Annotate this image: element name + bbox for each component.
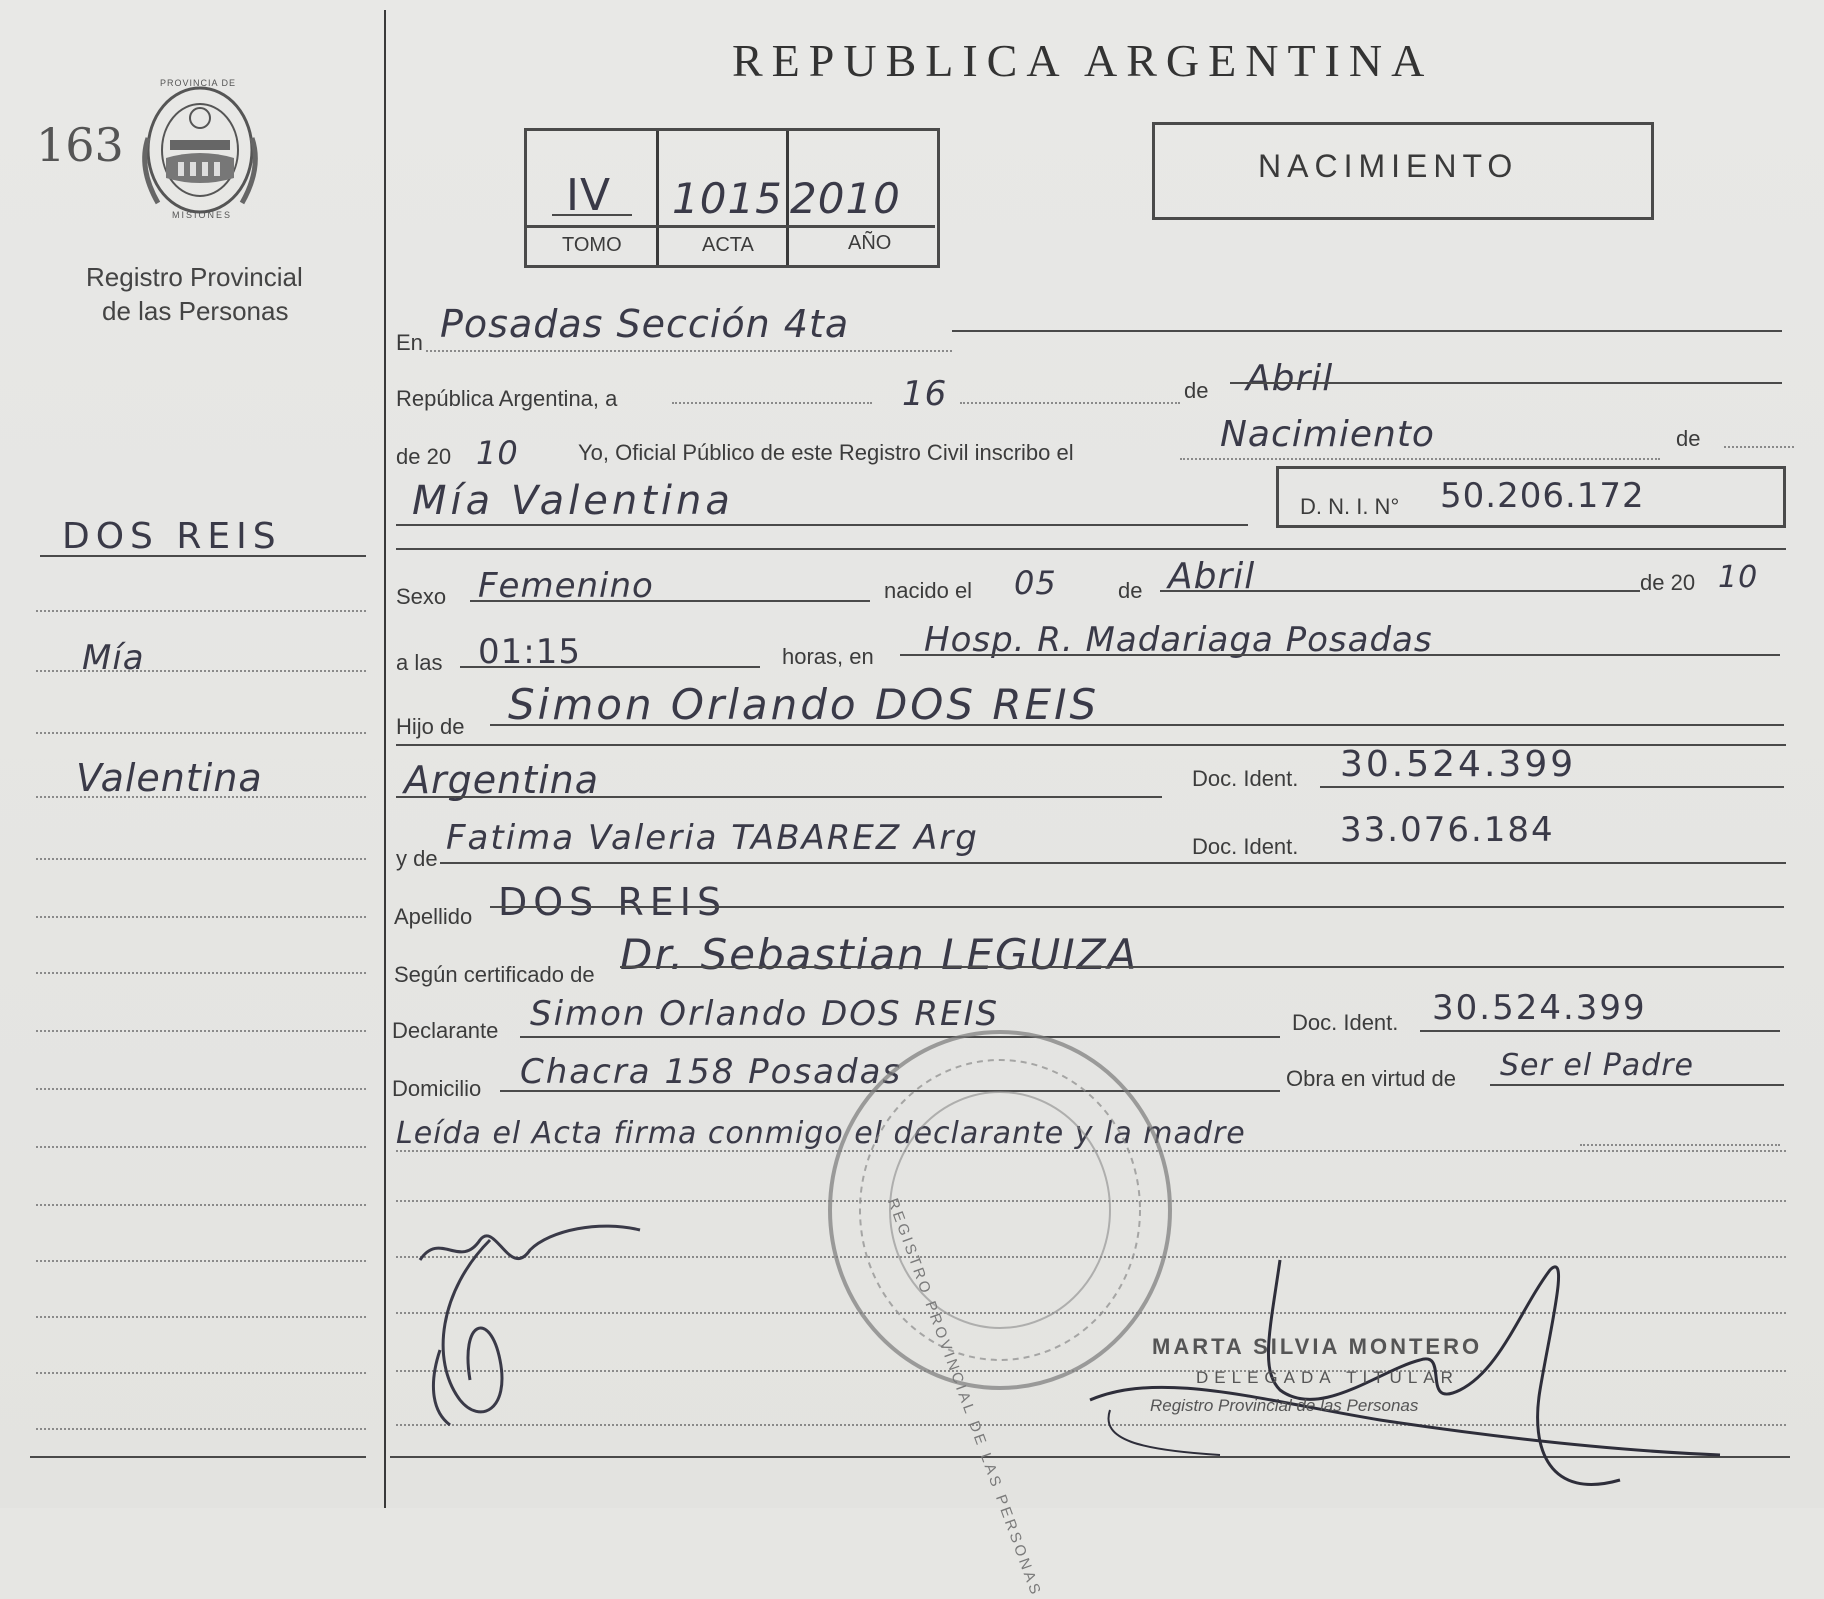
year-suffix: 10 — [476, 434, 519, 472]
margin-name2: Valentina — [76, 756, 263, 800]
form-line — [396, 548, 1786, 550]
tomo-label: TOMO — [562, 234, 622, 256]
stamp-text: REGISTRO PROVINCIAL DE LAS PERSONAS — [884, 1196, 1045, 1599]
dni-value: 50.206.172 — [1440, 476, 1645, 516]
form-line — [490, 906, 1784, 908]
horas-label: horas, en — [782, 644, 874, 669]
father-name-value: Simon Orlando DOS REIS — [508, 680, 1100, 729]
form-line — [460, 666, 760, 668]
de-label: de — [1184, 378, 1209, 403]
mother-doc-value: 33.076.184 — [1340, 810, 1555, 850]
registry-name-line2: de las Personas — [102, 296, 289, 326]
sexo-label: Sexo — [396, 584, 447, 609]
de-label-2: de — [1676, 426, 1701, 451]
form-line — [490, 724, 1784, 726]
margin-dotted-line — [36, 1204, 366, 1206]
form-line — [952, 330, 1782, 332]
margin-dotted-line — [36, 1260, 366, 1262]
birth-year-prefix: de 20 — [1640, 570, 1696, 595]
table-hline — [527, 225, 935, 228]
form-line — [1420, 1030, 1780, 1032]
form-line — [396, 744, 1786, 746]
margin-bottom-line — [30, 1456, 366, 1458]
form-line — [396, 524, 1248, 526]
address-value: Chacra 158 Posadas — [520, 1052, 903, 1092]
panel-divider — [384, 10, 386, 1508]
seal-top-text: PROVINCIA DE — [160, 78, 237, 88]
anio-label: AÑO — [848, 232, 892, 254]
birth-place-value: Hosp. R. Madariaga Posadas — [924, 620, 1433, 660]
en-label: En — [396, 330, 423, 355]
margin-dotted-line — [36, 610, 366, 612]
margin-dotted-line — [36, 1428, 366, 1430]
declarant-signature — [400, 1200, 680, 1430]
sex-value: Femenino — [478, 566, 654, 606]
father-nationality-value: Argentina — [404, 758, 600, 802]
birth-year-suffix: 10 — [1718, 560, 1759, 595]
official-office: Registro Provincial de las Personas — [1150, 1396, 1419, 1415]
month-value: Abril — [1246, 358, 1334, 399]
closing-text: Leída el Acta firma conmigo el declarante y la madre — [396, 1116, 1246, 1151]
surname-value: DOS REIS — [498, 880, 728, 924]
form-line — [1320, 786, 1784, 788]
official-title: DELEGADA TITULAR — [1196, 1368, 1459, 1387]
form-dotted-line — [426, 350, 952, 352]
form-dotted-line — [672, 402, 872, 404]
registry-name-line1: Registro Provincial — [86, 262, 303, 292]
form-dotted-line — [960, 402, 1180, 404]
margin-dotted-line — [36, 858, 366, 860]
anio-value: 2010 — [790, 174, 901, 223]
margin-dotted-line — [36, 670, 366, 672]
republica-label: República Argentina, a — [396, 386, 618, 411]
birth-month-value: Abril — [1168, 556, 1256, 597]
table-divider — [656, 131, 659, 265]
form-dotted-line — [1580, 1144, 1780, 1146]
table-divider — [786, 131, 789, 265]
declarante-label: Declarante — [392, 1018, 499, 1043]
margin-dotted-line — [36, 796, 366, 798]
doc-ident-label-2: Doc. Ident. — [1192, 834, 1299, 859]
margin-name1: Mía — [82, 638, 145, 678]
country-title: REPUBLICA ARGENTINA — [732, 35, 1434, 86]
event-value: Nacimiento — [1220, 414, 1435, 455]
seal-bottom-text: MISIONES — [172, 210, 233, 220]
form-line — [1490, 1084, 1784, 1086]
domicilio-label: Domicilio — [392, 1076, 482, 1101]
doc-ident-label-3: Doc. Ident. — [1292, 1010, 1399, 1035]
day-value: 16 — [902, 374, 948, 414]
doc-ident-label: Doc. Ident. — [1192, 766, 1299, 791]
tomo-value: IV — [566, 170, 612, 221]
document-type-label: NACIMIENTO — [1258, 148, 1519, 184]
margin-surname: DOS REIS — [62, 516, 282, 557]
form-line — [1230, 382, 1782, 384]
declarant-value: Simon Orlando DOS REIS — [530, 994, 1000, 1034]
form-line — [900, 654, 1780, 656]
place-value: Posadas Sección 4ta — [440, 302, 850, 346]
birth-day-value: 05 — [1014, 564, 1057, 602]
margin-dotted-line — [36, 732, 366, 734]
form-line — [1160, 590, 1640, 592]
form-dotted-line — [1180, 458, 1660, 460]
alas-label: a las — [396, 650, 443, 675]
margin-dotted-line — [36, 916, 366, 918]
segun-label: Según certificado de — [394, 962, 595, 987]
birth-time-value: 01:15 — [478, 632, 581, 672]
margin-dotted-line — [36, 1316, 366, 1318]
yo-text: Yo, Oficial Público de este Registro Civil inscribo el — [578, 440, 1074, 465]
margin-dotted-line — [36, 1088, 366, 1090]
margin-dotted-line — [36, 972, 366, 974]
de-label-3: de — [1118, 578, 1143, 603]
father-doc-value: 30.524.399 — [1340, 744, 1577, 785]
official-name: MARTA SILVIA MONTERO — [1152, 1334, 1483, 1359]
yde-label: y de — [396, 846, 438, 871]
hijo-label: Hijo de — [396, 714, 465, 739]
province-seal — [130, 78, 270, 228]
folio-number: 163 — [36, 118, 124, 172]
nacido-label: nacido el — [884, 578, 973, 603]
acta-value: 1015 — [672, 174, 783, 223]
form-line — [396, 796, 1162, 798]
obra-label: Obra en virtud de — [1286, 1066, 1456, 1091]
apellido-label: Apellido — [394, 904, 473, 929]
margin-dotted-line — [36, 1372, 366, 1374]
basis-value: Ser el Padre — [1500, 1048, 1695, 1083]
form-line — [620, 966, 1784, 968]
form-dotted-line — [1724, 446, 1794, 448]
margin-dotted-line — [36, 1146, 366, 1148]
dni-label: D. N. I. N° — [1300, 494, 1400, 519]
margin-line — [40, 555, 366, 557]
declarant-doc-value: 30.524.399 — [1432, 988, 1647, 1028]
margin-dotted-line — [36, 1030, 366, 1032]
acta-label: ACTA — [702, 234, 754, 256]
child-name-value: Mía Valentina — [412, 478, 734, 524]
form-line — [470, 600, 870, 602]
form-line — [440, 862, 1786, 864]
mother-name-value: Fatima Valeria TABAREZ Arg — [446, 818, 979, 858]
certifier-value: Dr. Sebastian LEGUIZA — [620, 930, 1139, 979]
tomo-underline — [552, 214, 632, 216]
year-prefix: de 20 — [396, 444, 452, 469]
